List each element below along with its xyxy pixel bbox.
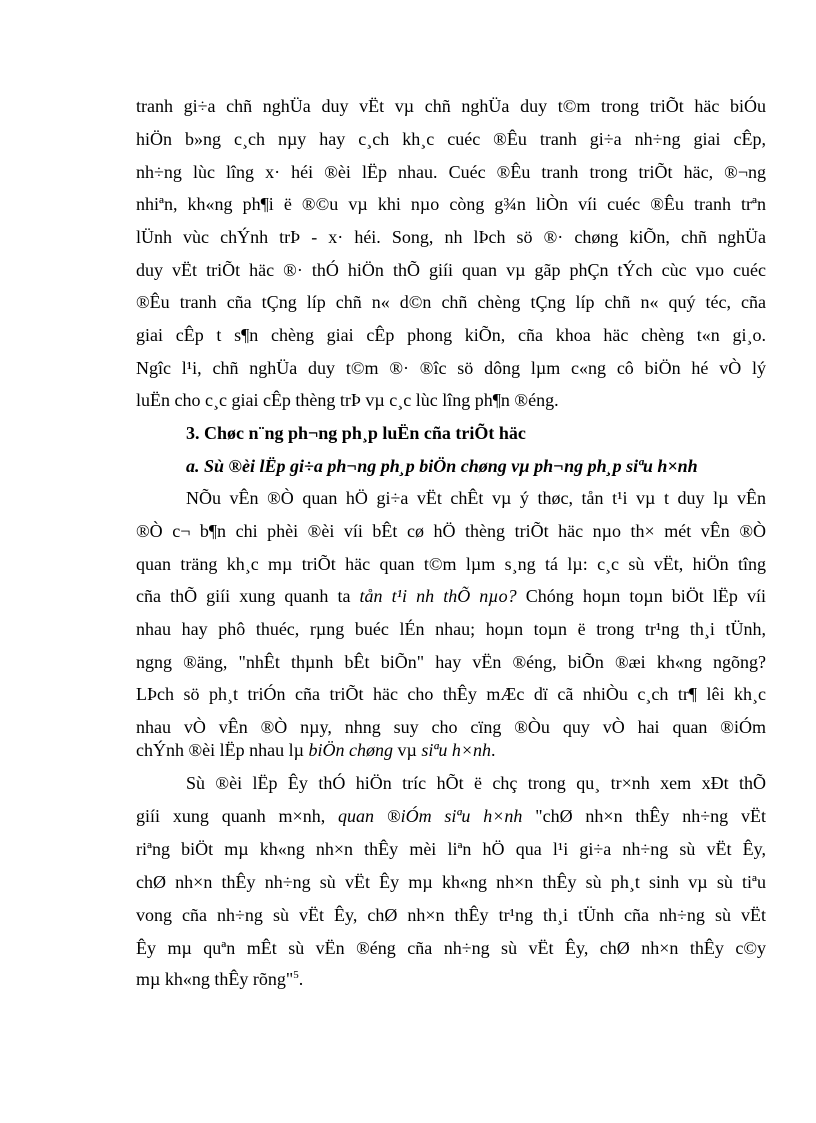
italic-text: biÖn chøng xyxy=(308,740,394,760)
text-run: cña thÕ giíi xung quanh ta xyxy=(136,586,360,606)
paragraph-line xyxy=(136,585,766,607)
paragraph-line: ngng ®äng, "nhÊt thµnh bÊt biÕn" hay vËn ®éng, biÕn ®æi kh«ng ngõng? xyxy=(136,652,766,672)
footnote-marker[interactable]: 5 xyxy=(293,969,299,981)
paragraph-line: nhau hay phô thuéc, rµng buéc lÉn nhau; hoµn toµn ë trong tr¹ng th¸i tÜnh, xyxy=(136,619,766,639)
subsection-heading: a. Sù ®èi lËp gi÷a ph¬ng ph¸p biÖn chøng vµ ph¬ng ph¸p siªu h×nh xyxy=(186,456,698,476)
paragraph-line xyxy=(136,739,766,761)
italic-text: tån t¹i nh thÕ nµo? xyxy=(359,586,517,606)
paragraph-line: duy vËt triÕt häc ®· thÓ hiÖn thÕ giíi quan vµ gãp phÇn tÝch cùc vµo cuéc xyxy=(136,260,766,280)
text-run: vµ xyxy=(393,740,422,760)
section-heading: 3. Chøc n¨ng ph¬ng ph¸p luËn cña triÕt häc xyxy=(186,423,526,443)
paragraph-line: nhiªn, kh«ng ph¶i ë ®©u vµ khi nµo còng g¾n liÒn víi cuéc ®Êu tranh trªn xyxy=(136,194,766,214)
paragraph-line: LÞch sö ph¸t triÓn cña triÕt häc cho thÊy mÆc dï cã nhiÒu c¸ch tr¶ lêi kh¸c xyxy=(136,684,766,704)
italic-text: siªu h×nh xyxy=(421,740,492,760)
paragraph-line: quan träng kh¸c mµ triÕt häc quan t©m lµm s¸ng tá lµ: c¸c sù vËt, hiÖn tîng xyxy=(136,554,766,574)
paragraph-line: chØ nh×n thÊy nh÷ng sù vËt Êy mµ kh«ng nh×n thÊy sù ph¸t sinh vµ sù tiªu xyxy=(136,872,766,892)
paragraph-line: giai cÊp t s¶n chèng giai cÊp phong kiÕn, cña khoa häc chèng t«n gi¸o. xyxy=(136,325,766,345)
text-run: chÝnh ®èi lËp nhau lµ xyxy=(136,740,309,760)
text-run: giíi xung quanh m×nh, xyxy=(136,806,339,826)
paragraph-line: ®Êu tranh cña tÇng líp chñ n« d©n chñ chèng tÇng líp chñ n« quý téc, cña xyxy=(136,292,766,312)
text-run: "chØ nh×n thÊy nh÷ng vËt xyxy=(522,806,766,826)
paragraph-line xyxy=(136,968,766,990)
text-run: . xyxy=(491,740,496,760)
text-run: . xyxy=(298,969,304,989)
italic-text: quan ®iÓm siªu h×nh xyxy=(338,806,523,826)
text-run: Chóng hoµn toµn biÖt lËp víi xyxy=(516,586,766,606)
paragraph-line: Ngîc l¹i, chñ nghÜa duy t©m ®· ®îc sö dông lµm c«ng cô biÖn hé vÒ lý xyxy=(136,358,766,378)
text-run: mµ kh«ng thÊy rõng" xyxy=(136,969,294,989)
paragraph-line: hiÖn b»ng c¸ch nµy hay c¸ch kh¸c cuéc ®Êu tranh gi÷a nh÷ng giai cÊp, xyxy=(136,129,766,149)
paragraph-line: NÕu vÊn ®Ò quan hÖ gi÷a vËt chÊt vµ ý thøc, tån t¹i vµ t duy lµ vÊn xyxy=(186,488,766,508)
paragraph-line: Êy mµ quªn mÊt sù vËn ®éng cña nh÷ng sù vËt Êy, chØ nh×n thÊy c©y xyxy=(136,938,766,958)
paragraph-line: nh÷ng lùc lîng x· héi ®èi lËp nhau. Cuéc ®Êu tranh trong triÕt häc, ®¬ng xyxy=(136,162,766,182)
paragraph-line: ®Ò c¬ b¶n chi phèi ®èi víi bÊt cø hÖ thèng triÕt häc nµo th× mét vÊn ®Ò xyxy=(136,521,766,541)
paragraph-line: luËn cho c¸c giai cÊp thèng trÞ vµ c¸c lùc lîng ph¶n ®éng. xyxy=(136,390,559,410)
paragraph-line: Sù ®èi lËp Êy thÓ hiÖn tríc hÕt ë chç trong qu¸ tr×nh xem xÐt thÕ xyxy=(186,773,766,793)
paragraph-line: tranh gi÷a chñ nghÜa duy vËt vµ chñ nghÜa duy t©m trong triÕt häc biÓu xyxy=(136,96,766,116)
paragraph-line: lÜnh vùc chÝnh trÞ - x· héi. Song, nh lÞch sö ®· chøng kiÕn, chñ nghÜa xyxy=(136,227,766,247)
paragraph-line: vong cña nh÷ng sù vËt Êy, chØ nh×n thÊy tr¹ng th¸i tÜnh cña nh÷ng sù vËt xyxy=(136,905,766,925)
paragraph-line: nhau vÒ vÊn ®Ò nµy, nhng suy cho cïng ®Òu quy vÒ hai quan ®iÓm xyxy=(136,717,766,737)
paragraph-line: riªng biÖt mµ kh«ng nh×n thÊy mèi liªn hÖ qua l¹i gi÷a nh÷ng sù vËt Êy, xyxy=(136,839,766,859)
paragraph-line xyxy=(136,805,766,827)
